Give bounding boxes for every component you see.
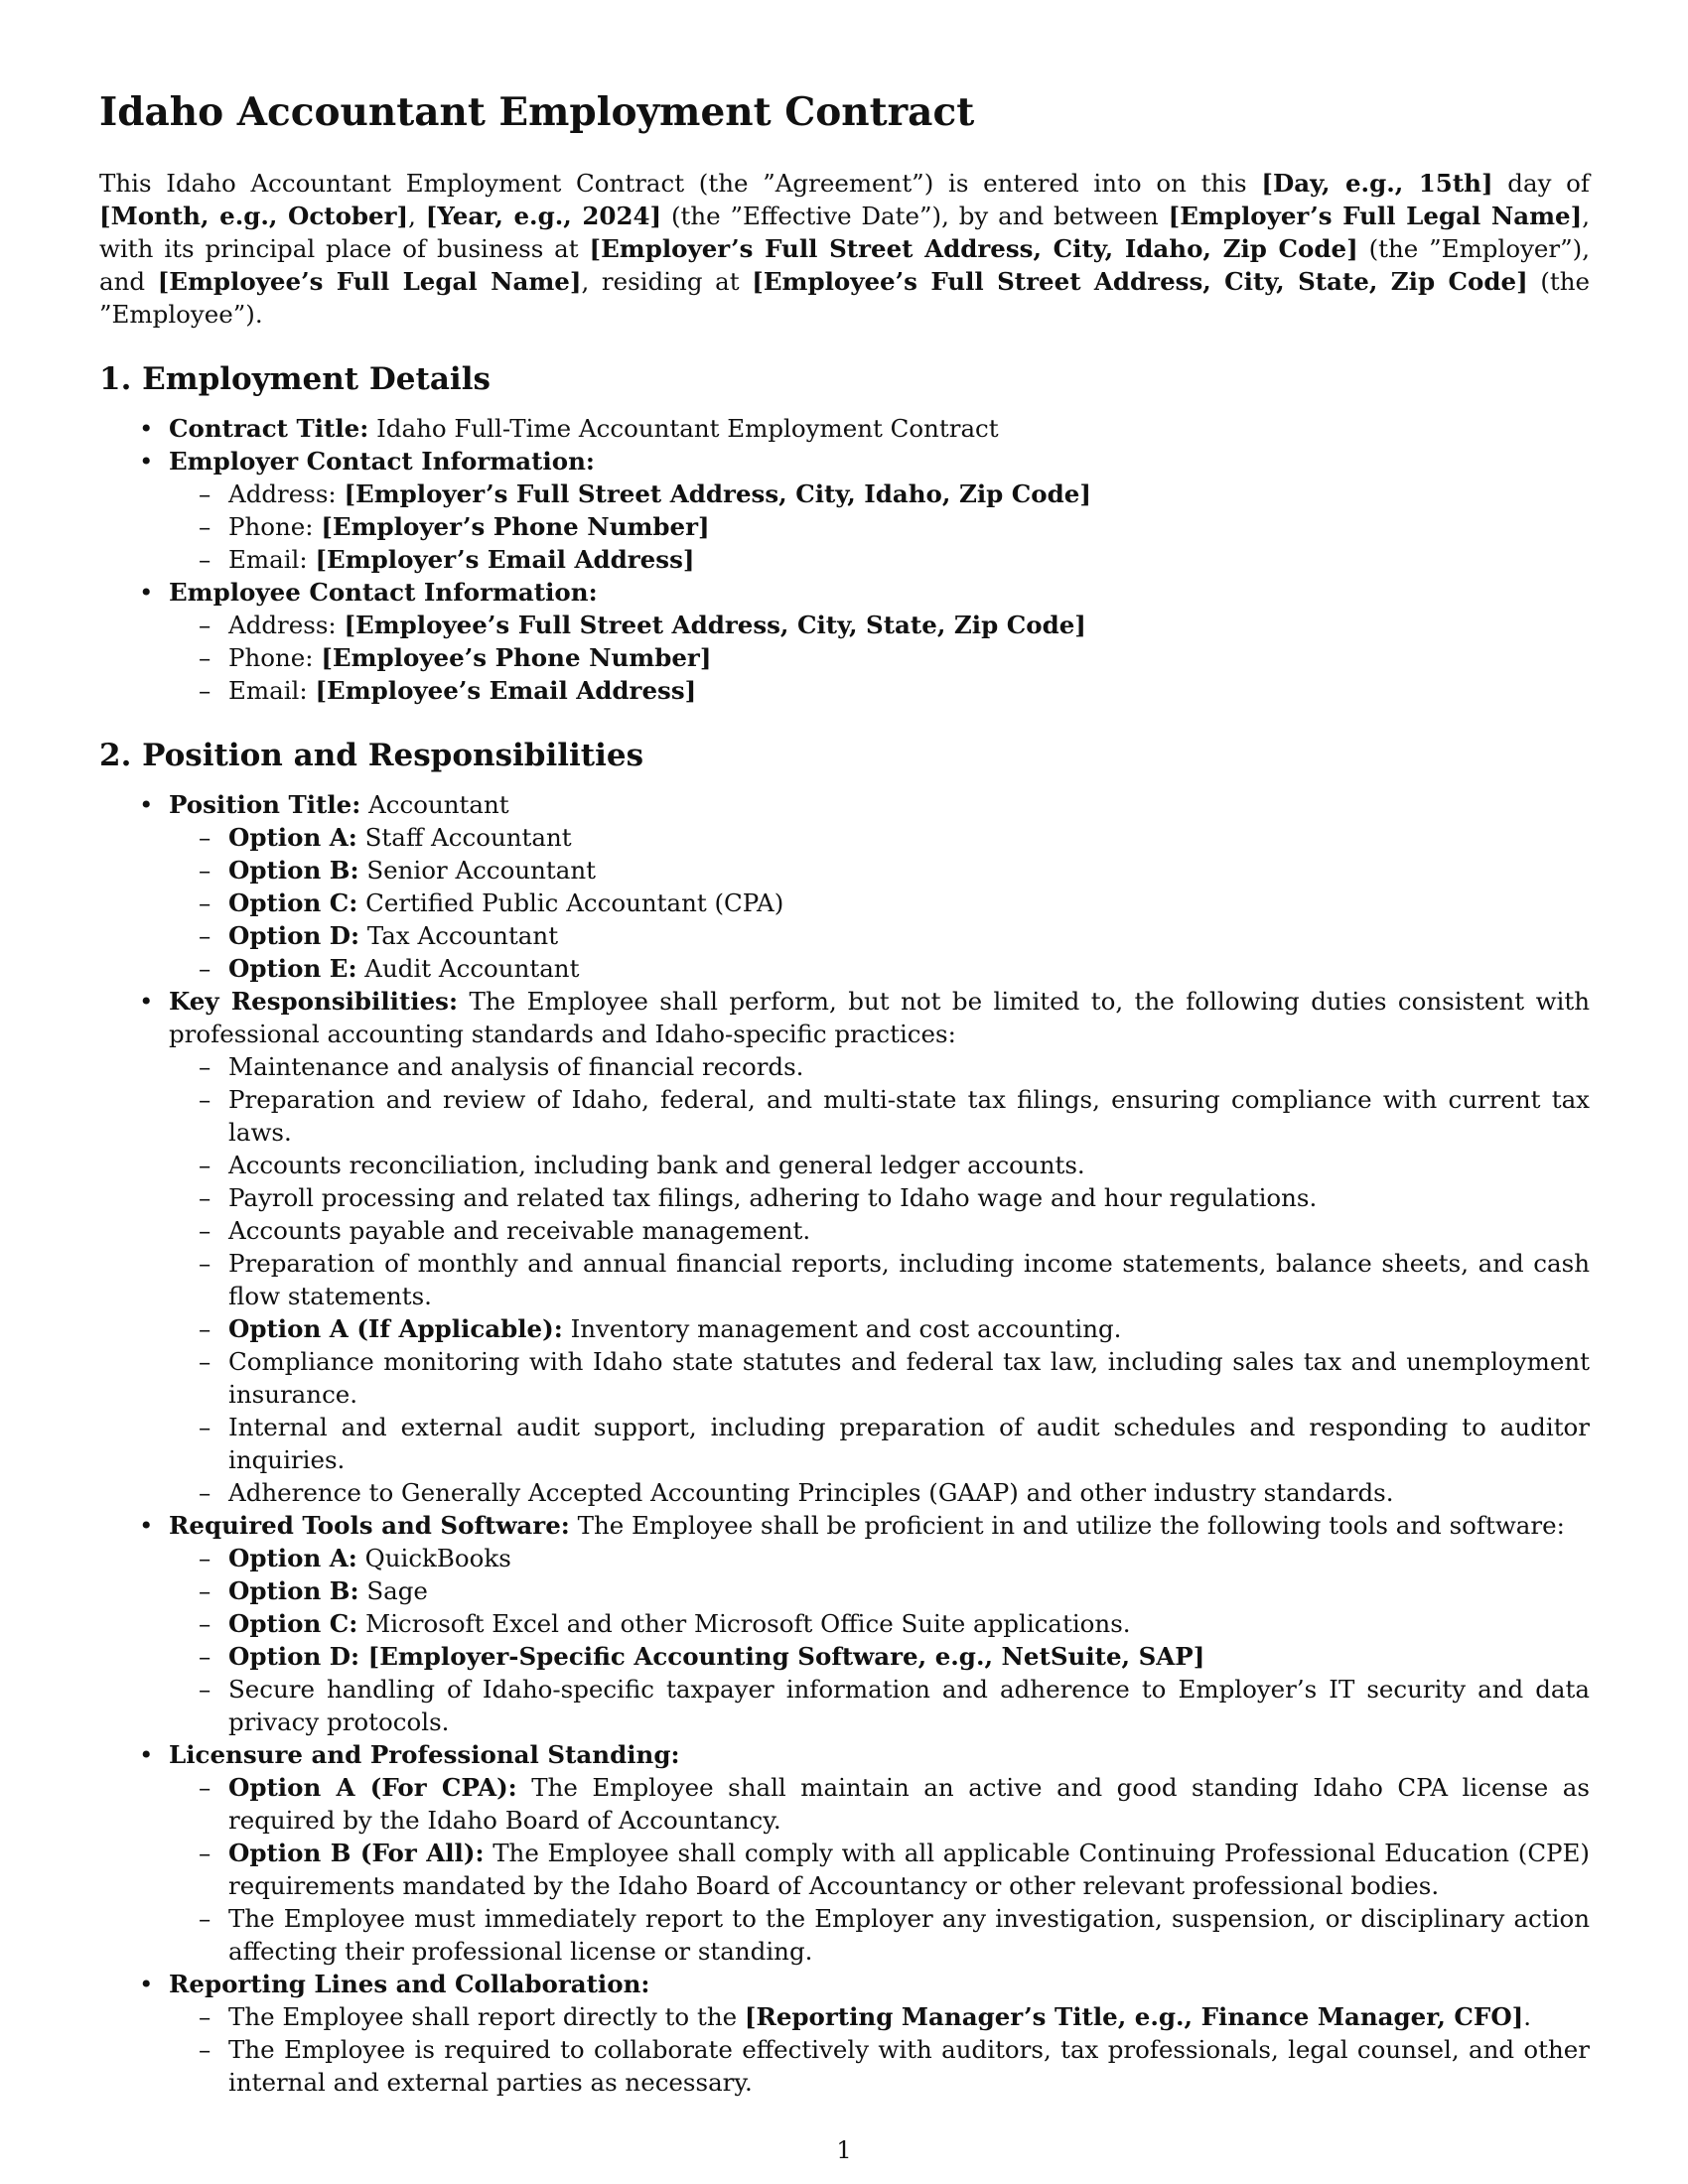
sub-list-item bbox=[169, 821, 1590, 854]
sub-list bbox=[169, 1771, 1590, 1968]
placeholder-day: [Day, e.g., 15th] bbox=[1261, 169, 1493, 198]
intro-text: , with its principal place of business at bbox=[99, 202, 1591, 263]
item-text: Tax Accountant bbox=[359, 921, 559, 950]
item-label: Required Tools and Software: bbox=[169, 1511, 570, 1540]
sub-list-item bbox=[169, 510, 1590, 543]
option-label: Option E: bbox=[228, 954, 357, 983]
item-label: Key Responsibilities: bbox=[169, 987, 459, 1016]
list-item bbox=[99, 1968, 1590, 2099]
item-text: Audit Accountant bbox=[356, 954, 580, 983]
sub-list bbox=[169, 609, 1590, 707]
option-label: Option D: bbox=[228, 921, 360, 950]
intro-text: , bbox=[408, 202, 426, 230]
sub-list-item bbox=[169, 1771, 1590, 1837]
sub-list-item: – Accounts reconciliation, including bank and general ledger accounts. bbox=[169, 1149, 1590, 1181]
intro-text: This Idaho Accountant Employment Contract (the ”Agreement”) is entered into on this bbox=[99, 169, 1262, 198]
placeholder-employer-address: [Employer’s Full Street Address, City, Idaho, Zip Code] bbox=[589, 234, 1358, 263]
item-label: Position Title: bbox=[169, 790, 361, 819]
intro-text: , residing at bbox=[581, 267, 753, 296]
placeholder-value: [Employee’s Full Street Address, City, State, Zip Code] bbox=[344, 611, 1086, 639]
item-label: Employer Contact Information: bbox=[169, 447, 595, 476]
sub-list-item: – The Employee must immediately report to the Employer any investigation, suspension, or disciplinary action affecting their professional license or standing. bbox=[169, 1902, 1590, 1968]
sub-list-item bbox=[169, 1640, 1590, 1673]
item-label: Reporting Lines and Collaboration: bbox=[169, 1970, 650, 1998]
sub-list-item bbox=[169, 609, 1590, 641]
placeholder-value: [Employee’s Email Address] bbox=[315, 676, 697, 705]
option-label: Option C: bbox=[228, 888, 358, 917]
placeholder-value: [Employer’s Full Street Address, City, Idaho, Zip Code] bbox=[344, 479, 1091, 508]
placeholder-value: [Employee’s Phone Number] bbox=[321, 643, 712, 672]
placeholder-year: [Year, e.g., 2024] bbox=[425, 202, 662, 230]
placeholder-value: [Employer’s Email Address] bbox=[315, 545, 695, 574]
item-text: Certified Public Accountant (CPA) bbox=[357, 888, 784, 917]
placeholder-value: [Employer’s Phone Number] bbox=[321, 512, 710, 541]
sub-list-item bbox=[169, 674, 1590, 707]
sub-list-item bbox=[169, 919, 1590, 952]
item-text: Phone: bbox=[228, 643, 322, 672]
sub-list-item bbox=[169, 1607, 1590, 1640]
sub-list-item: – Accounts payable and receivable management. bbox=[169, 1214, 1590, 1247]
section-position-responsibilities bbox=[99, 735, 1590, 2099]
item-text: Email: bbox=[228, 545, 316, 574]
bullet-list bbox=[99, 412, 1590, 707]
sub-list-item bbox=[169, 952, 1590, 985]
item-text: Address: bbox=[228, 611, 345, 639]
placeholder-employer-name: [Employer’s Full Legal Name] bbox=[1168, 202, 1583, 230]
sub-list-item bbox=[169, 1542, 1590, 1574]
sub-list bbox=[169, 821, 1590, 985]
list-item bbox=[99, 788, 1590, 985]
sub-list-item: – Secure handling of Idaho-specific taxpayer information and adherence to Employer’s IT security and data privacy protocols. bbox=[169, 1673, 1590, 1738]
option-label: Option C: bbox=[228, 1609, 358, 1638]
sub-list-item: – Preparation of monthly and annual financial reports, including income statements, balance sheets, and cash flow statements. bbox=[169, 1247, 1590, 1312]
item-text: Email: bbox=[228, 676, 316, 705]
item-text: The Employee shall perform, but not be limited to, the following duties consistent with professional accounting standards and Idaho-specific practices: bbox=[169, 987, 1590, 1048]
sub-list bbox=[169, 2000, 1590, 2099]
sub-list-item: – Adherence to Generally Accepted Accounting Principles (GAAP) and other industry standards. bbox=[169, 1476, 1590, 1509]
document-page bbox=[99, 87, 1590, 2126]
intro-text: day of bbox=[1492, 169, 1590, 198]
placeholder-value: [Reporting Manager’s Title, e.g., Finance Manager, CFO] bbox=[744, 2002, 1524, 2031]
item-text: Microsoft Excel and other Microsoft Office Suite applications. bbox=[357, 1609, 1131, 1638]
sub-list-item: – The Employee is required to collaborate effectively with auditors, tax professionals, legal counsel, and other internal and external parties as necessary. bbox=[169, 2033, 1590, 2099]
item-text: Idaho Full-Time Accountant Employment Contract bbox=[368, 414, 999, 443]
sub-list-item bbox=[169, 1312, 1590, 1345]
sub-list-item bbox=[169, 887, 1590, 919]
list-item bbox=[99, 445, 1590, 576]
option-label: Option B: bbox=[228, 856, 359, 885]
section-employment-details bbox=[99, 358, 1590, 707]
item-label: Employee Contact Information: bbox=[169, 578, 598, 607]
item-text: The Employee shall report directly to the bbox=[228, 2002, 745, 2031]
item-text: Address: bbox=[228, 479, 345, 508]
bullet-list bbox=[99, 788, 1590, 2099]
item-text: The Employee shall comply with all applicable Continuing Professional Education (CPE) requirements mandated by the Idaho Board of Accountancy or other relevant professional bodies. bbox=[228, 1839, 1590, 1900]
intro-text: (the ”Effective Date”), by and between bbox=[661, 202, 1169, 230]
item-text: Sage bbox=[358, 1576, 428, 1605]
placeholder-month: [Month, e.g., October] bbox=[99, 202, 409, 230]
placeholder-value: [Employer-Specific Accounting Software, e.g., NetSuite, SAP] bbox=[359, 1642, 1205, 1671]
sub-list-item bbox=[169, 543, 1590, 576]
option-label: Option A (For CPA): bbox=[228, 1773, 517, 1802]
sub-list-item: – Preparation and review of Idaho, federal, and multi-state tax filings, ensuring compliance with current tax laws. bbox=[169, 1083, 1590, 1149]
option-label: Option B: bbox=[228, 1576, 359, 1605]
list-item bbox=[99, 1509, 1590, 1738]
option-label: Option A: bbox=[228, 823, 357, 852]
item-label: Licensure and Professional Standing: bbox=[169, 1740, 680, 1769]
item-text: QuickBooks bbox=[356, 1544, 511, 1572]
sub-list-item: – Maintenance and analysis of financial records. bbox=[169, 1050, 1590, 1083]
intro-paragraph bbox=[99, 167, 1590, 331]
sub-list-item bbox=[169, 641, 1590, 674]
item-text: Phone: bbox=[228, 512, 322, 541]
sub-list bbox=[169, 1050, 1590, 1509]
item-text: Inventory management and cost accounting. bbox=[562, 1314, 1122, 1343]
option-label: Option D: bbox=[228, 1642, 360, 1671]
option-label: Option A: bbox=[228, 1544, 357, 1572]
sub-list-item bbox=[169, 478, 1590, 510]
section-heading: 1. Employment Details bbox=[99, 361, 491, 397]
item-text: Senior Accountant bbox=[358, 856, 597, 885]
page-number: 1 bbox=[836, 2136, 852, 2164]
sub-list-item bbox=[169, 1837, 1590, 1902]
option-label: Option B (For All): bbox=[228, 1839, 485, 1867]
item-text: . bbox=[1523, 2002, 1532, 2031]
placeholder-employee-name: [Employee’s Full Legal Name] bbox=[157, 267, 582, 296]
sub-list-item: – Internal and external audit support, including preparation of audit schedules and responding to auditor inquiries. bbox=[169, 1411, 1590, 1476]
option-label: Option A (If Applicable): bbox=[228, 1314, 563, 1343]
placeholder-employee-address: [Employee’s Full Street Address, City, State, Zip Code] bbox=[752, 267, 1528, 296]
sub-list-item bbox=[169, 1574, 1590, 1607]
sub-list-item bbox=[169, 2000, 1590, 2033]
list-item bbox=[99, 1738, 1590, 1968]
section-heading: 2. Position and Responsibilities bbox=[99, 738, 644, 773]
sub-list-item: – Payroll processing and related tax filings, adhering to Idaho wage and hour regulations. bbox=[169, 1181, 1590, 1214]
intro-text: (the ”Employee”). bbox=[99, 267, 1590, 329]
sub-list-item bbox=[169, 854, 1590, 887]
item-text: Staff Accountant bbox=[356, 823, 572, 852]
list-item bbox=[99, 412, 1590, 445]
sub-list-item: – Compliance monitoring with Idaho state statutes and federal tax law, including sales tax and unemployment insurance. bbox=[169, 1345, 1590, 1411]
item-text: The Employee shall be proficient in and utilize the following tools and software: bbox=[569, 1511, 1565, 1540]
intro-text: (the ”Employer”), and bbox=[99, 234, 1590, 296]
item-label: Contract Title: bbox=[169, 414, 369, 443]
list-item bbox=[99, 576, 1590, 707]
item-text: The Employee shall maintain an active and good standing Idaho CPA license as required by the Idaho Board of Accountancy. bbox=[228, 1773, 1590, 1835]
sub-list bbox=[169, 478, 1590, 576]
list-item bbox=[99, 985, 1590, 1509]
sub-list bbox=[169, 1542, 1590, 1738]
document-title: Idaho Accountant Employment Contract bbox=[99, 89, 975, 135]
item-text: Accountant bbox=[360, 790, 509, 819]
